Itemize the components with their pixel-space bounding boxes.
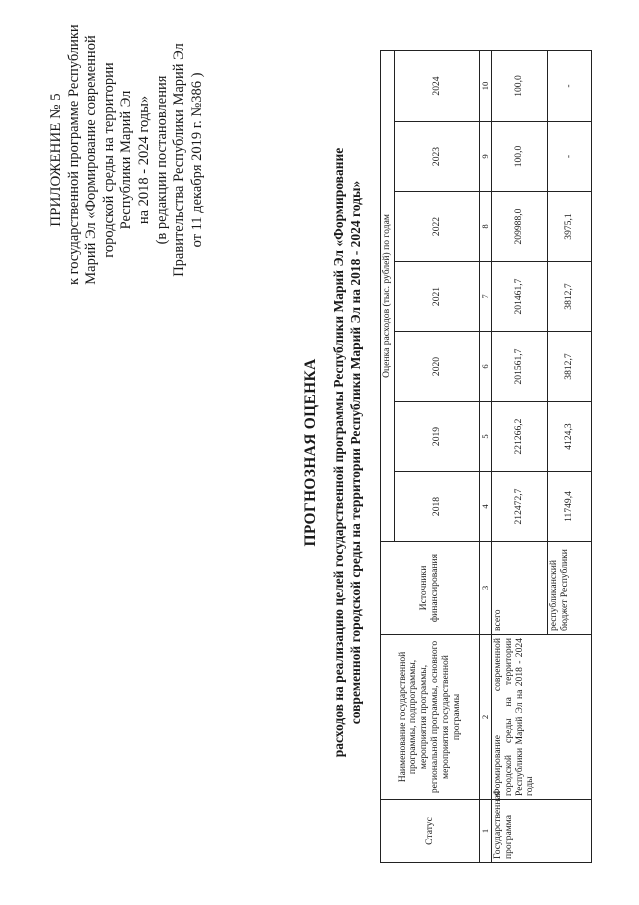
header-name: Наименование государственной программы, подпрограммы, мероприятия программы, региональной программы, основного мероприятия государственной программы	[381, 635, 480, 800]
value-cell: 209988,0	[492, 192, 548, 262]
header-year: 2023	[395, 122, 480, 192]
column-number: 2	[480, 635, 492, 800]
appendix-line: от 11 декабря 2019 г. №386 )	[188, 72, 205, 248]
header-year: 2024	[395, 50, 480, 121]
value-cell: 201461,7	[492, 262, 548, 332]
header-row	[381, 50, 395, 862]
header-year: 2022	[395, 192, 480, 262]
document-title: ПРОГНОЗНАЯ ОЦЕНКА	[302, 358, 319, 547]
value-cell: 11749,4	[548, 472, 592, 542]
header-year: 2020	[395, 332, 480, 402]
header-source: Источники финансирования	[381, 542, 480, 635]
appendix-line: городской среды на территории	[100, 62, 117, 258]
appendix-line: (в редакции постановления	[153, 75, 170, 245]
value-cell: 3812,7	[548, 332, 592, 402]
value-cell: 212472,7	[492, 472, 548, 542]
appendix-title: ПРИЛОЖЕНИЕ № 5	[48, 93, 64, 227]
header-estimate-group: Оценка расходов (тыс. рублей) по годам	[381, 50, 395, 541]
column-number: 8	[480, 192, 492, 262]
name-cell: Формирование современной городской среды на территории Республики Марий Эл на 2018 - 2024 годы	[492, 635, 592, 800]
appendix-line: на 2018 - 2024 годы»	[135, 95, 152, 225]
header-year: 2021	[395, 262, 480, 332]
subtitle-line: современной городской среды на территории Республики Марий Эл на 2018 - 2024 годы»	[348, 180, 363, 725]
source-cell: республиканский бюджет Республики	[548, 542, 592, 635]
header-status: Статус	[381, 800, 480, 863]
value-cell: -	[548, 122, 592, 192]
status-cell: Государственная программа	[492, 800, 592, 863]
source-cell: всего	[492, 542, 548, 635]
table-row	[492, 50, 548, 862]
header-year: 2018	[395, 472, 480, 542]
column-number: 4	[480, 472, 492, 542]
appendix-line: к государственной программе Республики	[65, 24, 82, 285]
column-number-row	[480, 50, 492, 862]
column-number: 9	[480, 122, 492, 192]
value-cell: 3812,7	[548, 262, 592, 332]
forecast-table	[380, 50, 592, 863]
appendix-line: Марий Эл «Формирование современной	[83, 35, 100, 285]
column-number: 7	[480, 262, 492, 332]
value-cell: 100,0	[492, 122, 548, 192]
appendix-line: Правительства Республики Марий Эл	[171, 43, 188, 277]
appendix-block	[48, 24, 206, 285]
column-number: 1	[480, 800, 492, 863]
value-cell: -	[548, 50, 592, 121]
appendix-line: Республики Марий Эл	[118, 90, 135, 230]
value-cell: 201561,7	[492, 332, 548, 402]
column-number: 10	[480, 50, 492, 121]
column-number: 3	[480, 542, 492, 635]
value-cell: 3975,1	[548, 192, 592, 262]
value-cell: 4124,3	[548, 402, 592, 472]
column-number: 5	[480, 402, 492, 472]
value-cell: 100,0	[492, 50, 548, 121]
subtitle-line: расходов на реализацию целей государственной программы Республики Марий Эл «Формирование	[331, 147, 346, 758]
value-cell: 221266,2	[492, 402, 548, 472]
document-subtitle	[330, 40, 364, 865]
header-year: 2019	[395, 402, 480, 472]
column-number: 6	[480, 332, 492, 402]
